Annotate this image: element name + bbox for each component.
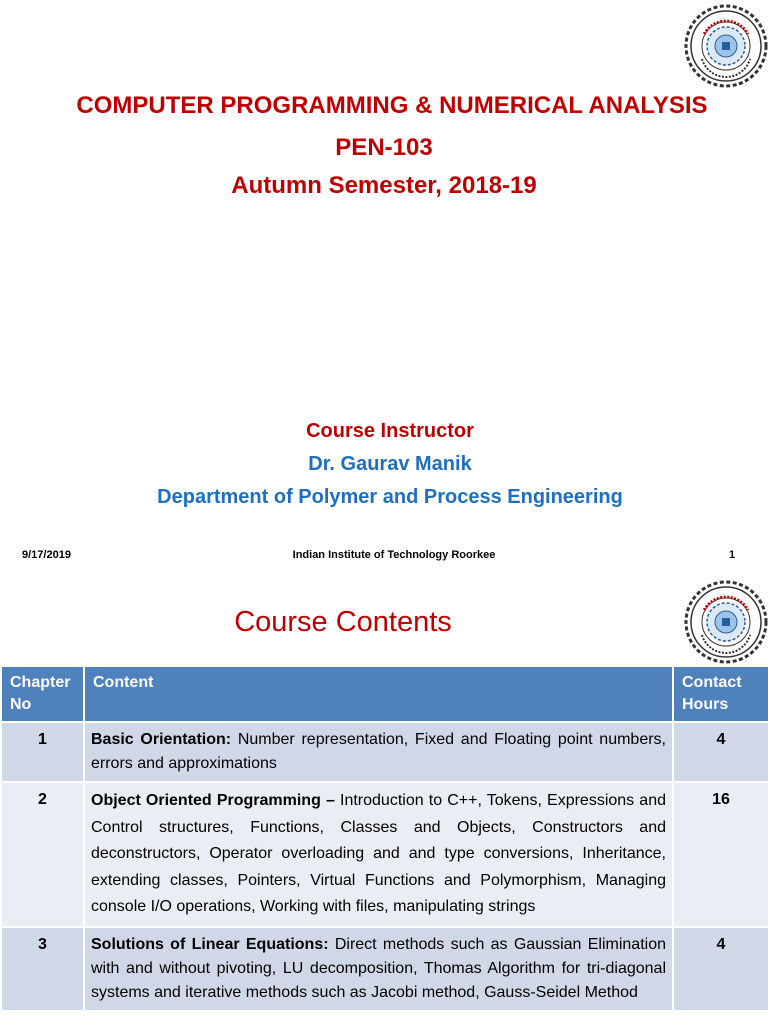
table-row [1, 782, 768, 927]
chapter-description: Introduction to C++, Tokens, Expressions and Control structures, Functions, Classes and Objects, Constructors and deconstructors, Operator overloading and and type conversions, Inheritance, extending classes, Pointers, Virtual Functions and Polymorphism, Managing console I/O operations, Working with files, manipulating strings [91, 792, 667, 915]
chapter-description: Direct methods such as Gaussian Elimination with and without pivoting, LU decomposition, Thomas Algorithm for tri-diagonal systems and iterative methods such as Jacobi method, Gauss-Seidel Method [91, 935, 666, 1001]
course-contents-table [0, 665, 768, 1012]
contact-hours: 4 [673, 927, 768, 1011]
slide-title: Course Contents [234, 606, 452, 638]
chapter-description: Number representation, Fixed and Floating point numbers, errors and approximations [91, 731, 666, 772]
table-row [1, 927, 768, 1011]
footer-date: 9/17/2019 [22, 549, 71, 561]
header-chapter-no: Chapter No [1, 666, 84, 722]
course-contents-slide [0, 576, 768, 1024]
chapter-content [84, 722, 673, 782]
footer-institute: Indian Institute of Technology Roorkee [292, 549, 496, 561]
contact-hours: 16 [673, 782, 768, 927]
chapter-number: 3 [1, 927, 84, 1011]
slide-number: 1 [729, 549, 736, 561]
course-code: PEN-103 [335, 134, 433, 161]
chapter-content [84, 782, 673, 927]
chapter-content [84, 927, 673, 1011]
chapter-heading: Basic Orientation: [91, 731, 232, 748]
department-name: Department of Polymer and Process Engineering [157, 486, 623, 508]
header-contact-hours: Contact Hours [673, 666, 768, 722]
course-title: COMPUTER PROGRAMMING & NUMERICAL ANALYSIS [76, 92, 708, 119]
instructor-label: Course Instructor [306, 420, 474, 442]
instructor-name: Dr. Gaurav Manik [308, 453, 472, 475]
table-header-row [1, 666, 768, 722]
chapter-heading: Solutions of Linear Equations: [91, 935, 329, 953]
chapter-number: 1 [1, 722, 84, 782]
table-row [1, 722, 768, 782]
header-content: Content [84, 666, 673, 722]
iit-roorkee-seal-icon [684, 4, 768, 88]
chapter-number: 2 [1, 782, 84, 927]
chapter-heading: Object Oriented Programming – [91, 792, 335, 809]
semester: Autumn Semester, 2018-19 [231, 172, 537, 199]
contact-hours: 4 [673, 722, 768, 782]
iit-roorkee-seal-icon [684, 580, 768, 664]
